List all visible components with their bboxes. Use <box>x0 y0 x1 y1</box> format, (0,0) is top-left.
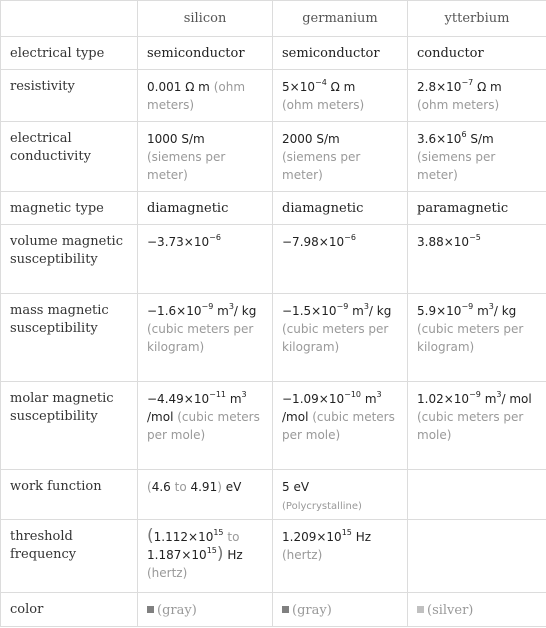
row-work-function <box>1 470 546 520</box>
cell-si: $-1.6\times 10^{-9}$ $m^3/$ kg (cubic meters per kilogram) <box>138 294 273 382</box>
header-germanium: germanium <box>273 1 408 37</box>
cell-ge: $-1.09\times 10^{-10}$ $m^3$ /mol (cubic meters per mole) <box>273 382 408 470</box>
cell-si: $-3.73\times 10^{-6}$ <box>138 225 273 294</box>
cell-ge: $-7.98\times 10^{-6}$ <box>273 225 408 294</box>
row-label: electrical type <box>1 37 138 70</box>
row-resistivity <box>1 70 546 122</box>
cell-ge: 2000 S/m (siemens per meter) <box>273 122 408 192</box>
color-swatch <box>147 606 154 613</box>
color-swatch <box>282 606 289 613</box>
row-conductivity <box>1 122 546 192</box>
cell-yb: $3.6\times 10^6$ S/m (siemens per meter) <box>408 122 546 192</box>
color-swatch <box>417 606 424 613</box>
row-magnetic-type <box>1 192 546 225</box>
row-label: molar magnetic susceptibility <box>1 382 138 470</box>
row-electrical-type <box>1 37 546 70</box>
cell-yb: $2.8\times 10^{-7}$ Ω m (ohm meters) <box>408 70 546 122</box>
cell-yb: $5.9\times 10^{-9}$ $m^3/$ kg (cubic meters per kilogram) <box>408 294 546 382</box>
cell-yb: conductor <box>408 37 546 70</box>
row-label: mass magnetic susceptibility <box>1 294 138 382</box>
cell-yb: $1.02\times 10^{-9}$ $m^3/$ mol (cubic meters per mole) <box>408 382 546 470</box>
cell-si: 1000 S/m (siemens per meter) <box>138 122 273 192</box>
cell-ge: $-1.5\times 10^{-9}$ $m^3/$ kg (cubic meters per kilogram) <box>273 294 408 382</box>
header-ytterbium: ytterbium <box>408 1 546 37</box>
cell-ge: diamagnetic <box>273 192 408 225</box>
row-threshold-frequency <box>1 520 546 593</box>
cell-si: $-4.49\times 10^{-11}$ $m^3$ /mol (cubic meters per mole) <box>138 382 273 470</box>
cell-si: 0.001 Ω m (ohm meters) <box>138 70 273 122</box>
cell-si: (gray) <box>138 593 273 627</box>
cell-ge: $1.209\times 10^{15}$ Hz (hertz) <box>273 520 408 593</box>
cell-yb: (silver) <box>408 593 546 627</box>
row-label: volume magnetic susceptibility <box>1 225 138 294</box>
row-label: electrical conductivity <box>1 122 138 192</box>
cell-ge: (gray) <box>273 593 408 627</box>
cell-yb: paramagnetic <box>408 192 546 225</box>
row-label: threshold frequency <box>1 520 138 593</box>
cell-ge: semiconductor <box>273 37 408 70</box>
header-silicon: silicon <box>138 1 273 37</box>
cell-si: (4.6 to 4.91) eV <box>138 470 273 520</box>
header-corner <box>1 1 138 37</box>
cell-si: semiconductor <box>138 37 273 70</box>
cell-ge: $5\times 10^{-4}$ Ω m (ohm meters) <box>273 70 408 122</box>
cell-si: diamagnetic <box>138 192 273 225</box>
row-label: work function <box>1 470 138 520</box>
row-label: magnetic type <box>1 192 138 225</box>
cell-yb <box>408 470 546 520</box>
cell-yb <box>408 520 546 593</box>
header-row <box>1 1 546 37</box>
cell-si: ($1.112\times 10^{15}$ to $1.187\times 10^{15}$) Hz (hertz) <box>138 520 273 593</box>
row-volume-susceptibility <box>1 225 546 294</box>
row-mass-susceptibility <box>1 294 546 382</box>
cell-yb: $3.88\times 10^{-5}$ <box>408 225 546 294</box>
row-color <box>1 593 546 627</box>
row-molar-susceptibility <box>1 382 546 470</box>
row-label: color <box>1 593 138 627</box>
row-label: resistivity <box>1 70 138 122</box>
cell-ge: 5 eV (Polycrystalline) <box>273 470 408 520</box>
